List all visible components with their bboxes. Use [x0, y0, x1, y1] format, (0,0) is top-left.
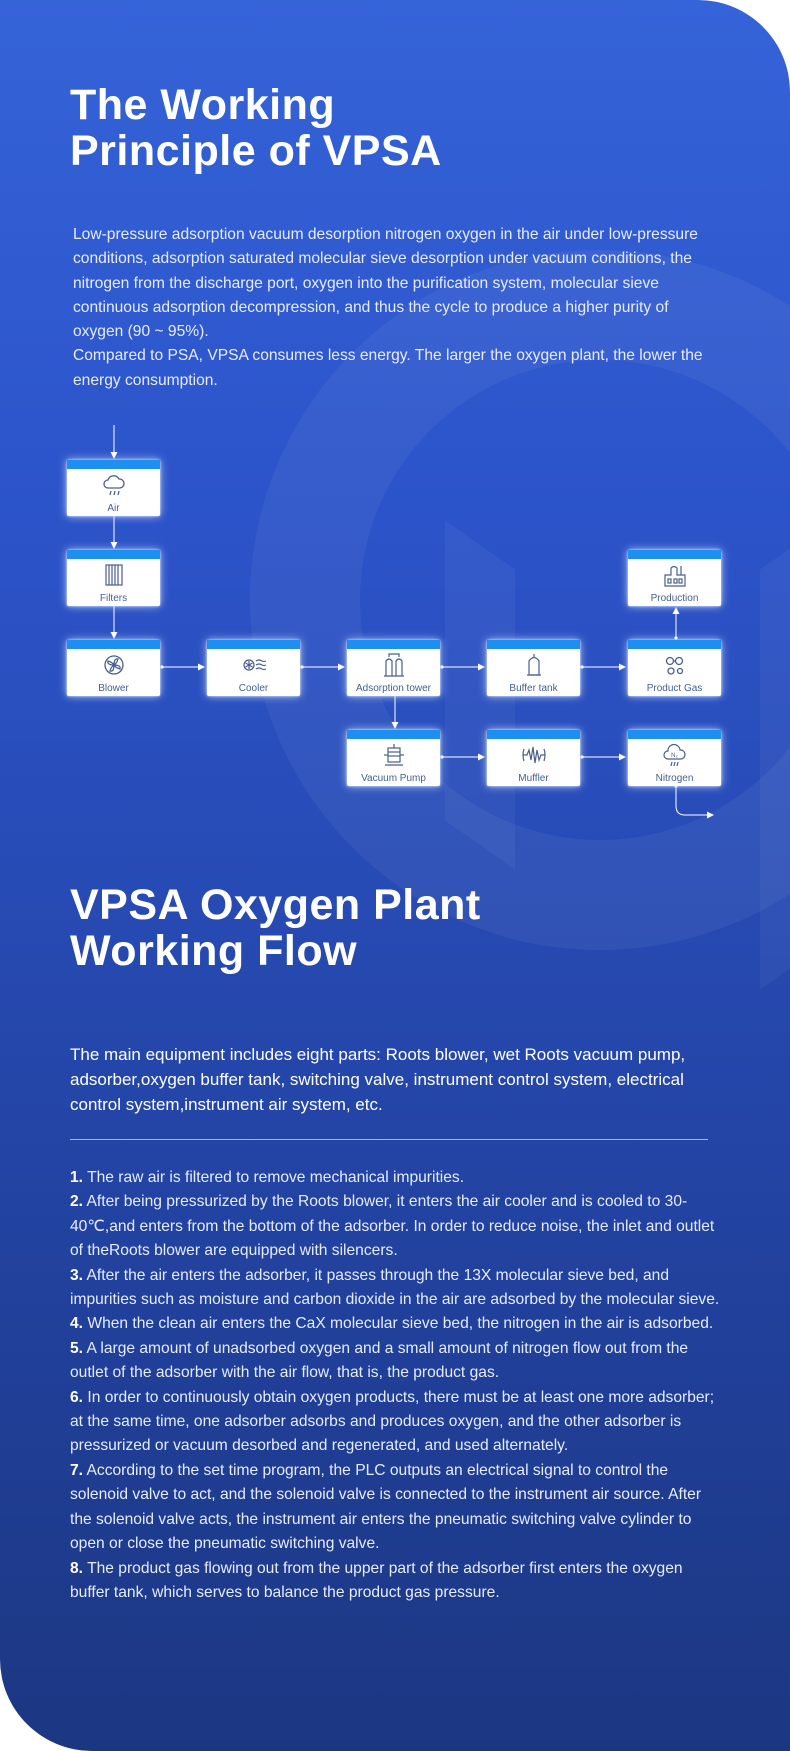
node-label: Filters	[99, 593, 128, 604]
connector-dot	[580, 755, 583, 758]
node-header-strip	[347, 730, 440, 739]
node-header-strip	[67, 460, 160, 469]
section-title-working-flow	[70, 882, 710, 974]
flow-step	[70, 1557, 720, 1606]
node-cooler	[207, 640, 300, 696]
arrow-nitrogen-out	[676, 786, 713, 815]
step-text: According to the set time program, the PLC outputs an electrical signal to control the solenoid valve to act, and the solenoid valve is connected to the instrument air source. After the solenoid valve acts, the instrument air enters the pneumatic switching valve cylinder to open or close the pneumatic switching valve.	[70, 1461, 702, 1553]
node-label: Vacuum Pump	[361, 773, 426, 784]
title-line: Principle of VPSA	[70, 127, 442, 175]
connector-dot	[580, 665, 583, 668]
tank-icon	[521, 652, 547, 678]
step-number: 7.	[70, 1461, 84, 1479]
node-label: Nitrogen	[655, 773, 694, 784]
node-header-strip	[487, 640, 580, 649]
node-label: Buffer tank	[509, 683, 558, 694]
node-header-strip	[67, 640, 160, 649]
node-air	[67, 460, 160, 516]
step-text: The product gas flowing out from the upper part of the adsorber first enters the oxygen buffer tank, which serves to balance the product gas pressure.	[70, 1559, 683, 1601]
intro-paragraph: Low-pressure adsorption vacuum desorption nitrogen oxygen in the air under low-pressure conditions, adsorption saturated molecular sieve desorption under vacuum conditions, the nitrogen from the discharge port, oxygen into the purification system, molecular sieve continuous adsorption decompression, and thus the cycle to produce a higher purity of oxygen (90 ~ 95%).	[73, 226, 698, 341]
node-header-strip	[487, 730, 580, 739]
flow-steps-list	[70, 1166, 720, 1605]
pump-icon	[381, 742, 407, 768]
node-header-strip	[628, 550, 721, 559]
connector-dot	[440, 755, 443, 758]
node-header-strip	[628, 730, 721, 739]
connector-dot	[440, 665, 443, 668]
fan-icon	[101, 652, 127, 678]
node-label: Production	[650, 593, 699, 604]
step-number: 5.	[70, 1339, 84, 1357]
node-nitrogen	[628, 730, 721, 786]
connector-dot	[300, 665, 303, 668]
node-label: Adsorption tower	[355, 683, 432, 694]
node-blower	[67, 640, 160, 696]
flow-step	[70, 1166, 720, 1190]
nitrogen-cloud-icon	[662, 742, 688, 768]
flow-step	[70, 1312, 720, 1336]
step-text: In order to continuously obtain oxygen products, there must be at least one more adsorber; at the same time, one adsorber adsorbs and produces oxygen, and the other adsorber is pressurized or vacuum desorbed and regenerated, and used alternately.	[70, 1388, 715, 1455]
step-number: 3.	[70, 1266, 84, 1284]
soundwave-icon	[521, 742, 547, 768]
node-label: Muffler	[518, 773, 549, 784]
factory-icon	[662, 562, 688, 588]
node-header-strip	[207, 640, 300, 649]
node-label: Blower	[98, 683, 129, 694]
cloud-icon	[101, 472, 127, 498]
step-text: After being pressurized by the Roots blower, it enters the air cooler and is cooled to 30-40℃,and enters from the bottom of the adsorber. In order to reduce noise, the inlet and outlet of theRoots blower are equipped with silencers.	[70, 1193, 715, 1260]
flow-step	[70, 1459, 720, 1557]
equipment-summary: The main equipment includes eight parts: Roots blower, wet Roots vacuum pump, adsorber,oxygen buffer tank, switching valve, instrument control system, electrical control system,instrument air system, etc.	[70, 1045, 686, 1114]
step-number: 4.	[70, 1315, 84, 1333]
node-header-strip	[67, 550, 160, 559]
molecule-icon	[662, 652, 688, 678]
step-text: When the clean air enters the CaX molecular sieve bed, the nitrogen in the air is adsorbed.	[87, 1315, 714, 1333]
tower-icon	[381, 652, 407, 678]
title-line: The Working	[70, 81, 336, 129]
connector-dot	[160, 665, 163, 668]
node-production	[628, 550, 721, 606]
node-buffer-tank	[487, 640, 580, 696]
step-text: The raw air is filtered to remove mechanical impurities.	[87, 1169, 465, 1186]
step-number: 8.	[70, 1559, 84, 1577]
node-adsorption-tower	[347, 640, 440, 696]
filter-icon	[101, 562, 127, 588]
step-text: After the air enters the adsorber, it passes through the 13X molecular sieve bed, and impurities such as moisture and carbon dioxide in the air are adsorbed by the molecular sieve.	[70, 1266, 720, 1309]
title-line: Working Flow	[70, 927, 358, 975]
flow-step	[70, 1264, 720, 1313]
svg-text:N₂: N₂	[670, 753, 678, 759]
cooler-icon	[241, 652, 267, 678]
node-label: Air	[107, 503, 120, 514]
flow-step	[70, 1190, 720, 1263]
node-muffler	[487, 730, 580, 786]
node-header-strip	[347, 640, 440, 649]
step-number: 2.	[70, 1193, 84, 1211]
title-line: VPSA Oxygen Plant	[70, 881, 481, 929]
step-text: A large amount of unadsorbed oxygen and a small amount of nitrogen flow out from the outlet of the adsorber with the air flow, that is, the product gas.	[70, 1339, 689, 1382]
node-label: Product Gas	[646, 683, 703, 694]
flow-step	[70, 1337, 720, 1386]
node-product-gas	[628, 640, 721, 696]
step-number: 6.	[70, 1388, 84, 1406]
step-number: 1.	[70, 1169, 84, 1186]
node-vacuum-pump	[347, 730, 440, 786]
flow-step	[70, 1386, 720, 1459]
section-divider	[70, 1139, 708, 1140]
node-filters	[67, 550, 160, 606]
node-header-strip	[628, 640, 721, 649]
intro-paragraph: Compared to PSA, VPSA consumes less energy. The larger the oxygen plant, the lower the energy consumption.	[73, 347, 703, 389]
node-label: Cooler	[238, 683, 269, 694]
